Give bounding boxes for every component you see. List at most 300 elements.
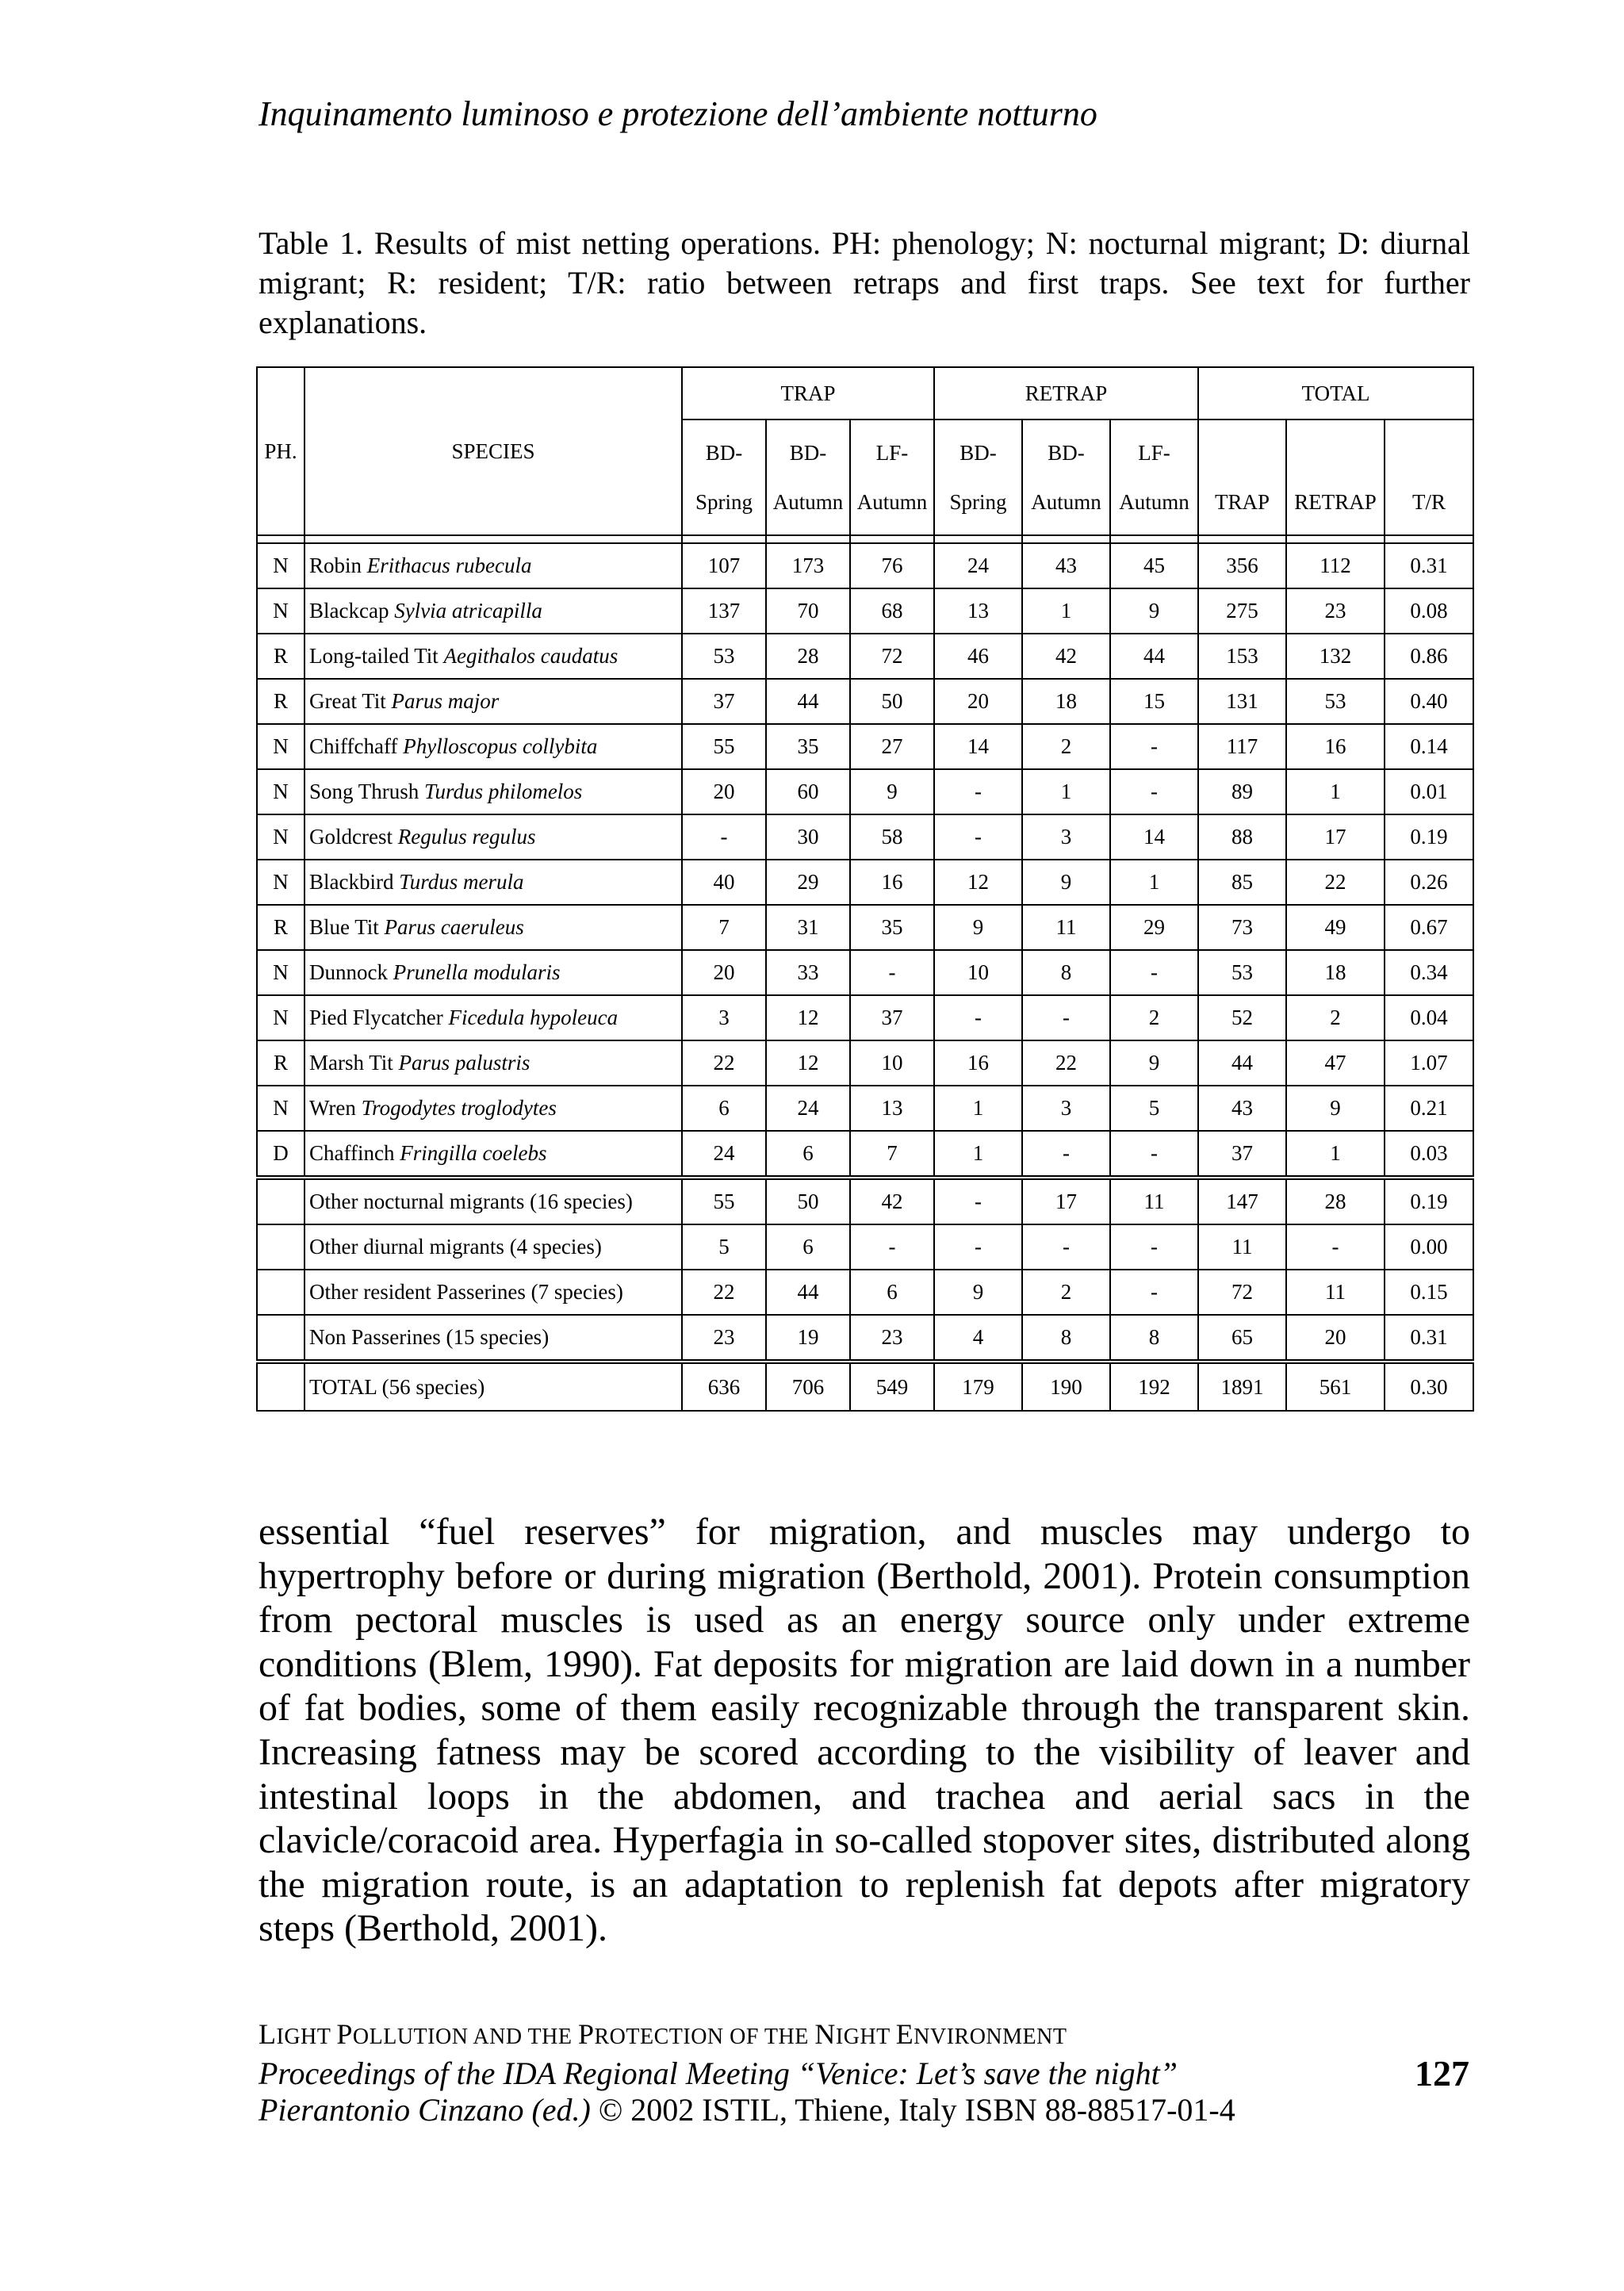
table-cell: 16	[934, 1040, 1022, 1086]
phenology-cell: R	[257, 905, 304, 950]
footer-series-part: IGHT	[276, 2025, 337, 2049]
table-cell: 2	[1022, 1270, 1110, 1315]
table-cell: 16	[850, 860, 934, 905]
table-cell: 112	[1286, 543, 1385, 588]
table-cell: 0.34	[1385, 950, 1473, 995]
running-head: Inquinamento luminoso e protezione dell’ambiente notturno	[259, 94, 1097, 133]
body-text: essential “fuel reserves” for migration, and muscles may undergo to hypertrophy before or during migration (Berthold, 2001). Protein consumption from pectoral muscles is used as an energy source only under extreme conditions (Blem, 1990). Fat deposits for migration are laid down in a number of fat bodies, some of them easily recognizable through the transparent skin. Increasing fatness may be scored according to the visibility of leaver and intestinal loops in the abdomen, and trachea and aerial sacs in the clavicle/coracoid area. Hyperfagia in so-called stopover sites, distributed along the migration route, is an adaptation to replenish fat depots after migratory steps (Berthold, 2001).	[259, 1511, 1470, 1950]
table-cell: 0.01	[1385, 769, 1473, 814]
table-cell: -	[682, 814, 766, 860]
sub-header-4	[1022, 420, 1110, 535]
sub-header-bottom: T/R	[1412, 490, 1446, 514]
table-cell: 17	[1022, 1178, 1110, 1224]
phenology-cell: N	[257, 995, 304, 1040]
table-cell: 42	[850, 1178, 934, 1224]
footer-series-part: NVIRONMENT	[914, 2025, 1067, 2049]
table-cell: 27	[850, 724, 934, 769]
page-footer	[259, 2016, 1470, 2128]
scientific-name: Turdus merula	[399, 870, 524, 894]
table-row	[257, 634, 1473, 679]
total-row	[257, 1362, 1473, 1411]
sub-header-bottom: Autumn	[856, 490, 928, 514]
table-cell: 1	[1286, 769, 1385, 814]
sub-header-0	[682, 420, 766, 535]
table-cell: 37	[682, 679, 766, 724]
table-cell: 18	[1286, 950, 1385, 995]
table-cell: 6	[682, 1086, 766, 1131]
table-row	[257, 1315, 1473, 1362]
sub-header-top: BD-	[789, 441, 827, 465]
table-row	[257, 588, 1473, 634]
table-cell: 5	[1110, 1086, 1198, 1131]
sub-header-8	[1385, 420, 1473, 535]
table-cell: 0.86	[1385, 634, 1473, 679]
table-cell: 275	[1198, 588, 1286, 634]
table-cell: 76	[850, 543, 934, 588]
table-cell: 15	[1110, 679, 1198, 724]
table-cell: 28	[766, 634, 850, 679]
table-cell: 1	[1110, 860, 1198, 905]
species-cell	[304, 860, 682, 905]
common-name: Goldcrest	[309, 825, 398, 849]
table-cell: 2	[1110, 995, 1198, 1040]
table-cell: 24	[934, 543, 1022, 588]
species-cell	[304, 724, 682, 769]
table-row	[257, 1224, 1473, 1270]
table-cell: 3	[682, 995, 766, 1040]
phenology-cell: N	[257, 1086, 304, 1131]
table-cell: 0.19	[1385, 814, 1473, 860]
common-name: Robin	[309, 554, 367, 577]
table-cell: -	[1110, 769, 1198, 814]
table-cell: 0.67	[1385, 905, 1473, 950]
species-cell	[304, 995, 682, 1040]
table-cell: 44	[766, 1270, 850, 1315]
table-cell: 6	[766, 1131, 850, 1178]
table-cell: -	[1110, 1131, 1198, 1178]
table-cell: 190	[1022, 1362, 1110, 1411]
table-cell: -	[934, 1178, 1022, 1224]
table-cell: 55	[682, 724, 766, 769]
species-cell	[304, 1131, 682, 1178]
phenology-cell: N	[257, 860, 304, 905]
common-name: Song Thrush	[309, 780, 425, 803]
table-cell: 0.19	[1385, 1178, 1473, 1224]
table-cell: 0.08	[1385, 588, 1473, 634]
footer-series-title	[259, 2016, 1470, 2055]
species-cell	[304, 950, 682, 995]
table-cell: 23	[1286, 588, 1385, 634]
table-cell: 9	[1022, 860, 1110, 905]
phenology-cell	[257, 1224, 304, 1270]
table-cell: -	[1022, 1131, 1110, 1178]
phenology-cell: N	[257, 724, 304, 769]
sub-header-top: BD-	[1048, 441, 1085, 465]
table-caption: Table 1. Results of mist netting operations. PH: phenology; N: nocturnal migrant; D: diurnal migrant; R: resident; T/R: ratio between retraps and first traps. See text for further explanations.	[259, 225, 1470, 340]
table-cell: -	[934, 995, 1022, 1040]
table-row	[257, 1131, 1473, 1178]
table-cell: 33	[766, 950, 850, 995]
common-name: Marsh Tit	[309, 1051, 399, 1075]
table-row	[257, 814, 1473, 860]
sub-header-top	[1199, 428, 1285, 477]
scientific-name: Ficedula hypoleuca	[448, 1006, 619, 1029]
table-cell: 30	[766, 814, 850, 860]
table-cell: 9	[1110, 588, 1198, 634]
table-cell: 17	[1286, 814, 1385, 860]
table-cell: 0.21	[1385, 1086, 1473, 1131]
table-cell: -	[934, 769, 1022, 814]
header-total-group: TOTAL	[1198, 367, 1473, 420]
species-cell	[304, 634, 682, 679]
table-row	[257, 950, 1473, 995]
sub-header-bottom: TRAP	[1215, 490, 1270, 514]
sub-header-bottom: Spring	[949, 490, 1007, 514]
table-cell: 44	[766, 679, 850, 724]
phenology-cell: R	[257, 1040, 304, 1086]
footer-editor	[259, 2092, 1470, 2128]
sub-header-1	[766, 420, 850, 535]
table-cell: 52	[1198, 995, 1286, 1040]
table-row	[257, 543, 1473, 588]
species-cell	[304, 543, 682, 588]
table-cell: 1.07	[1385, 1040, 1473, 1086]
table-cell: 153	[1198, 634, 1286, 679]
sub-header-6	[1198, 420, 1286, 535]
phenology-cell	[257, 1315, 304, 1362]
species-cell	[304, 814, 682, 860]
table-cell: 356	[1198, 543, 1286, 588]
total-label-cell: TOTAL (56 species)	[304, 1362, 682, 1411]
table-cell: 47	[1286, 1040, 1385, 1086]
sub-header-top	[1385, 428, 1473, 477]
footer-series-part: E	[895, 2018, 914, 2050]
group-label-cell: Other nocturnal migrants (16 species)	[304, 1178, 682, 1224]
sub-header-bottom: Autumn	[1119, 490, 1189, 514]
table-cell: 72	[850, 634, 934, 679]
table-cell: 2	[1286, 995, 1385, 1040]
page-number: 127	[1415, 2053, 1469, 2094]
table-cell: 85	[1198, 860, 1286, 905]
table-cell: 45	[1110, 543, 1198, 588]
table-cell: 8	[1022, 1315, 1110, 1362]
scientific-name: Fringilla coelebs	[400, 1141, 547, 1165]
sub-header-bottom: RETRAP	[1294, 490, 1377, 514]
table-cell: 0.31	[1385, 543, 1473, 588]
table-cell: 0.15	[1385, 1270, 1473, 1315]
table-cell: 22	[1286, 860, 1385, 905]
table-cell: 132	[1286, 634, 1385, 679]
table-cell: 6	[766, 1224, 850, 1270]
table-cell: 7	[682, 905, 766, 950]
table-cell: 10	[850, 1040, 934, 1086]
sub-header-top: LF-	[875, 441, 909, 465]
table-cell: 53	[682, 634, 766, 679]
table-cell: 88	[1198, 814, 1286, 860]
table-row	[257, 1270, 1473, 1315]
common-name: Great Tit	[309, 689, 392, 713]
table-cell: -	[934, 1224, 1022, 1270]
table-cell: 147	[1198, 1178, 1286, 1224]
table-cell: 0.00	[1385, 1224, 1473, 1270]
scientific-name: Erithacus rubecula	[366, 554, 532, 577]
table-cell: 4	[934, 1315, 1022, 1362]
table-cell: 28	[1286, 1178, 1385, 1224]
table-cell: 23	[850, 1315, 934, 1362]
table-row	[257, 1040, 1473, 1086]
phenology-cell: N	[257, 950, 304, 995]
table-cell: 35	[766, 724, 850, 769]
table-cell: 549	[850, 1362, 934, 1411]
table-cell: 44	[1110, 634, 1198, 679]
common-name: Wren	[309, 1096, 362, 1120]
footer-editor-name: Pierantonio Cinzano (ed.)	[259, 2092, 591, 2128]
table-cell: 53	[1286, 679, 1385, 724]
table-cell: 137	[682, 588, 766, 634]
common-name: Dunnock	[309, 960, 393, 984]
phenology-cell: N	[257, 543, 304, 588]
table-cell: 12	[934, 860, 1022, 905]
table-cell: 20	[1286, 1315, 1385, 1362]
table-cell: 1	[934, 1086, 1022, 1131]
table-cell: 1	[1286, 1131, 1385, 1178]
common-name: Pied Flycatcher	[309, 1006, 449, 1029]
table-cell: 1	[1022, 588, 1110, 634]
table-cell: 20	[682, 769, 766, 814]
footer-series-part: P	[336, 2018, 353, 2050]
species-cell	[304, 1040, 682, 1086]
table-cell: 107	[682, 543, 766, 588]
header-ph: PH.	[257, 367, 304, 535]
table-cell: 29	[766, 860, 850, 905]
table-cell: 0.04	[1385, 995, 1473, 1040]
table-cell: 43	[1022, 543, 1110, 588]
table-cell: 13	[934, 588, 1022, 634]
table-cell: 12	[766, 995, 850, 1040]
sub-header-bottom: Spring	[695, 490, 753, 514]
table-cell: 20	[682, 950, 766, 995]
table-cell: 7	[850, 1131, 934, 1178]
sub-header-3	[934, 420, 1022, 535]
table-cell: 24	[682, 1131, 766, 1178]
table-cell: 73	[1198, 905, 1286, 950]
sub-header-7	[1286, 420, 1385, 535]
table-cell: 0.30	[1385, 1362, 1473, 1411]
table-cell: 46	[934, 634, 1022, 679]
scientific-name: Prunella modularis	[393, 960, 561, 984]
table-cell: 11	[1286, 1270, 1385, 1315]
common-name: Blackbird	[309, 870, 400, 894]
table-cell: 0.31	[1385, 1315, 1473, 1362]
table-cell: 2	[1022, 724, 1110, 769]
species-cell	[304, 588, 682, 634]
table-cell: 50	[850, 679, 934, 724]
table-cell: 49	[1286, 905, 1385, 950]
table-row	[257, 1178, 1473, 1224]
table-cell: 706	[766, 1362, 850, 1411]
table-cell: -	[1022, 1224, 1110, 1270]
table-cell: 24	[766, 1086, 850, 1131]
species-cell	[304, 769, 682, 814]
common-name: Blue Tit	[309, 915, 385, 939]
table-cell: -	[1022, 995, 1110, 1040]
table-cell: 37	[1198, 1131, 1286, 1178]
table-cell: -	[1110, 1270, 1198, 1315]
footer-series-part: L	[259, 2018, 277, 2050]
table-cell: 5	[682, 1224, 766, 1270]
footer-series-part: ROTECTION OF THE	[594, 2025, 815, 2049]
table-cell: 40	[682, 860, 766, 905]
scientific-name: Phylloscopus collybita	[403, 734, 598, 758]
table-cell: 11	[1022, 905, 1110, 950]
footer-proceedings: Proceedings of the IDA Regional Meeting “Venice: Let’s save the night”	[259, 2055, 1178, 2091]
table-cell: -	[1110, 1224, 1198, 1270]
table-cell: 58	[850, 814, 934, 860]
common-name: Long-tailed Tit	[309, 644, 444, 668]
phenology-cell: N	[257, 814, 304, 860]
table-cell: 9	[850, 769, 934, 814]
scientific-name: Sylvia atricapilla	[394, 599, 542, 623]
table-cell: 131	[1198, 679, 1286, 724]
table-cell: 31	[766, 905, 850, 950]
table-cell: 18	[1022, 679, 1110, 724]
header-trap-group: TRAP	[682, 367, 934, 420]
table-cell: 561	[1286, 1362, 1385, 1411]
table-cell: 53	[1198, 950, 1286, 995]
species-cell	[304, 1086, 682, 1131]
scientific-name: Regulus regulus	[397, 825, 536, 849]
table-cell: 19	[766, 1315, 850, 1362]
table-cell: 16	[1286, 724, 1385, 769]
phenology-cell: D	[257, 1131, 304, 1178]
table-cell: 89	[1198, 769, 1286, 814]
table-row	[257, 769, 1473, 814]
table-cell: 1	[934, 1131, 1022, 1178]
table-cell: 14	[1110, 814, 1198, 860]
phenology-cell	[257, 1270, 304, 1315]
table-cell: -	[934, 814, 1022, 860]
sub-header-top: BD-	[705, 441, 743, 465]
table-cell: 636	[682, 1362, 766, 1411]
scientific-name: Turdus philomelos	[424, 780, 583, 803]
table-row	[257, 1086, 1473, 1131]
table-cell: 50	[766, 1178, 850, 1224]
footer-publisher: © 2002 ISTIL, Thiene, Italy ISBN 88-88517-01-4	[590, 2092, 1235, 2128]
table-cell: 22	[682, 1270, 766, 1315]
table-cell: 20	[934, 679, 1022, 724]
sub-header-top: LF-	[1138, 441, 1170, 465]
table-cell: 23	[682, 1315, 766, 1362]
common-name: Chaffinch	[309, 1141, 400, 1165]
table-row	[257, 724, 1473, 769]
scientific-name: Parus caeruleus	[384, 915, 524, 939]
table-cell: 8	[1022, 950, 1110, 995]
sub-header-top: BD-	[959, 441, 997, 465]
table-cell: 9	[934, 905, 1022, 950]
table-cell: 6	[850, 1270, 934, 1315]
sub-header-top	[1287, 428, 1384, 477]
table-cell: 173	[766, 543, 850, 588]
common-name: Chiffchaff	[309, 734, 404, 758]
table-cell: 1	[1022, 769, 1110, 814]
table-cell: 68	[850, 588, 934, 634]
phenology-cell	[257, 1178, 304, 1224]
table-cell: 13	[850, 1086, 934, 1131]
table-cell: 22	[682, 1040, 766, 1086]
scientific-name: Aegithalos caudatus	[443, 644, 619, 668]
table-cell: 10	[934, 950, 1022, 995]
table-cell: 14	[934, 724, 1022, 769]
table-cell: 22	[1022, 1040, 1110, 1086]
table-row	[257, 679, 1473, 724]
phenology-cell: N	[257, 588, 304, 634]
footer-series-part: P	[577, 2018, 595, 2050]
table-cell: 44	[1198, 1040, 1286, 1086]
header-retrap-group: RETRAP	[934, 367, 1198, 420]
table-cell: 65	[1198, 1315, 1286, 1362]
table-cell: 11	[1110, 1178, 1198, 1224]
table-cell: 0.26	[1385, 860, 1473, 905]
table-cell: 192	[1110, 1362, 1198, 1411]
group-label-cell: Non Passerines (15 species)	[304, 1315, 682, 1362]
table-cell: 55	[682, 1178, 766, 1224]
table-row	[257, 860, 1473, 905]
table-cell: 43	[1198, 1086, 1286, 1131]
table-cell: 9	[1286, 1086, 1385, 1131]
footer-series-part: IGHT	[835, 2025, 896, 2049]
scientific-name: Parus palustris	[398, 1051, 530, 1075]
table-cell: -	[1110, 950, 1198, 995]
footer-series-part: N	[814, 2018, 836, 2050]
table-cell: -	[1110, 724, 1198, 769]
header-species: SPECIES	[304, 367, 682, 535]
scientific-name: Trogodytes troglodytes	[361, 1096, 557, 1120]
table-cell: 35	[850, 905, 934, 950]
table-row	[257, 905, 1473, 950]
table-row	[257, 995, 1473, 1040]
table-cell: -	[1286, 1224, 1385, 1270]
species-cell	[304, 905, 682, 950]
footer-series-part: OLLUTION AND THE	[352, 2025, 578, 2049]
table-cell: 0.40	[1385, 679, 1473, 724]
table-cell: -	[850, 950, 934, 995]
table-cell: 0.14	[1385, 724, 1473, 769]
table-cell: 1891	[1198, 1362, 1286, 1411]
sub-header-2	[850, 420, 934, 535]
species-cell	[304, 679, 682, 724]
table-cell: -	[850, 1224, 934, 1270]
table-cell: 179	[934, 1362, 1022, 1411]
phenology-cell: N	[257, 769, 304, 814]
table-cell: 11	[1198, 1224, 1286, 1270]
sub-header-5	[1110, 420, 1198, 535]
table-cell: 3	[1022, 814, 1110, 860]
phenology-cell	[257, 1362, 304, 1411]
group-label-cell: Other resident Passerines (7 species)	[304, 1270, 682, 1315]
table-cell: 12	[766, 1040, 850, 1086]
table-cell: 9	[934, 1270, 1022, 1315]
sub-header-bottom: Autumn	[772, 490, 844, 514]
table-cell: 60	[766, 769, 850, 814]
phenology-cell: R	[257, 634, 304, 679]
table-cell: 29	[1110, 905, 1198, 950]
table-cell: 9	[1110, 1040, 1198, 1086]
table-cell: 42	[1022, 634, 1110, 679]
group-label-cell: Other diurnal migrants (4 species)	[304, 1224, 682, 1270]
results-table	[256, 366, 1474, 1412]
table-cell: 72	[1198, 1270, 1286, 1315]
common-name: Blackcap	[309, 599, 395, 623]
